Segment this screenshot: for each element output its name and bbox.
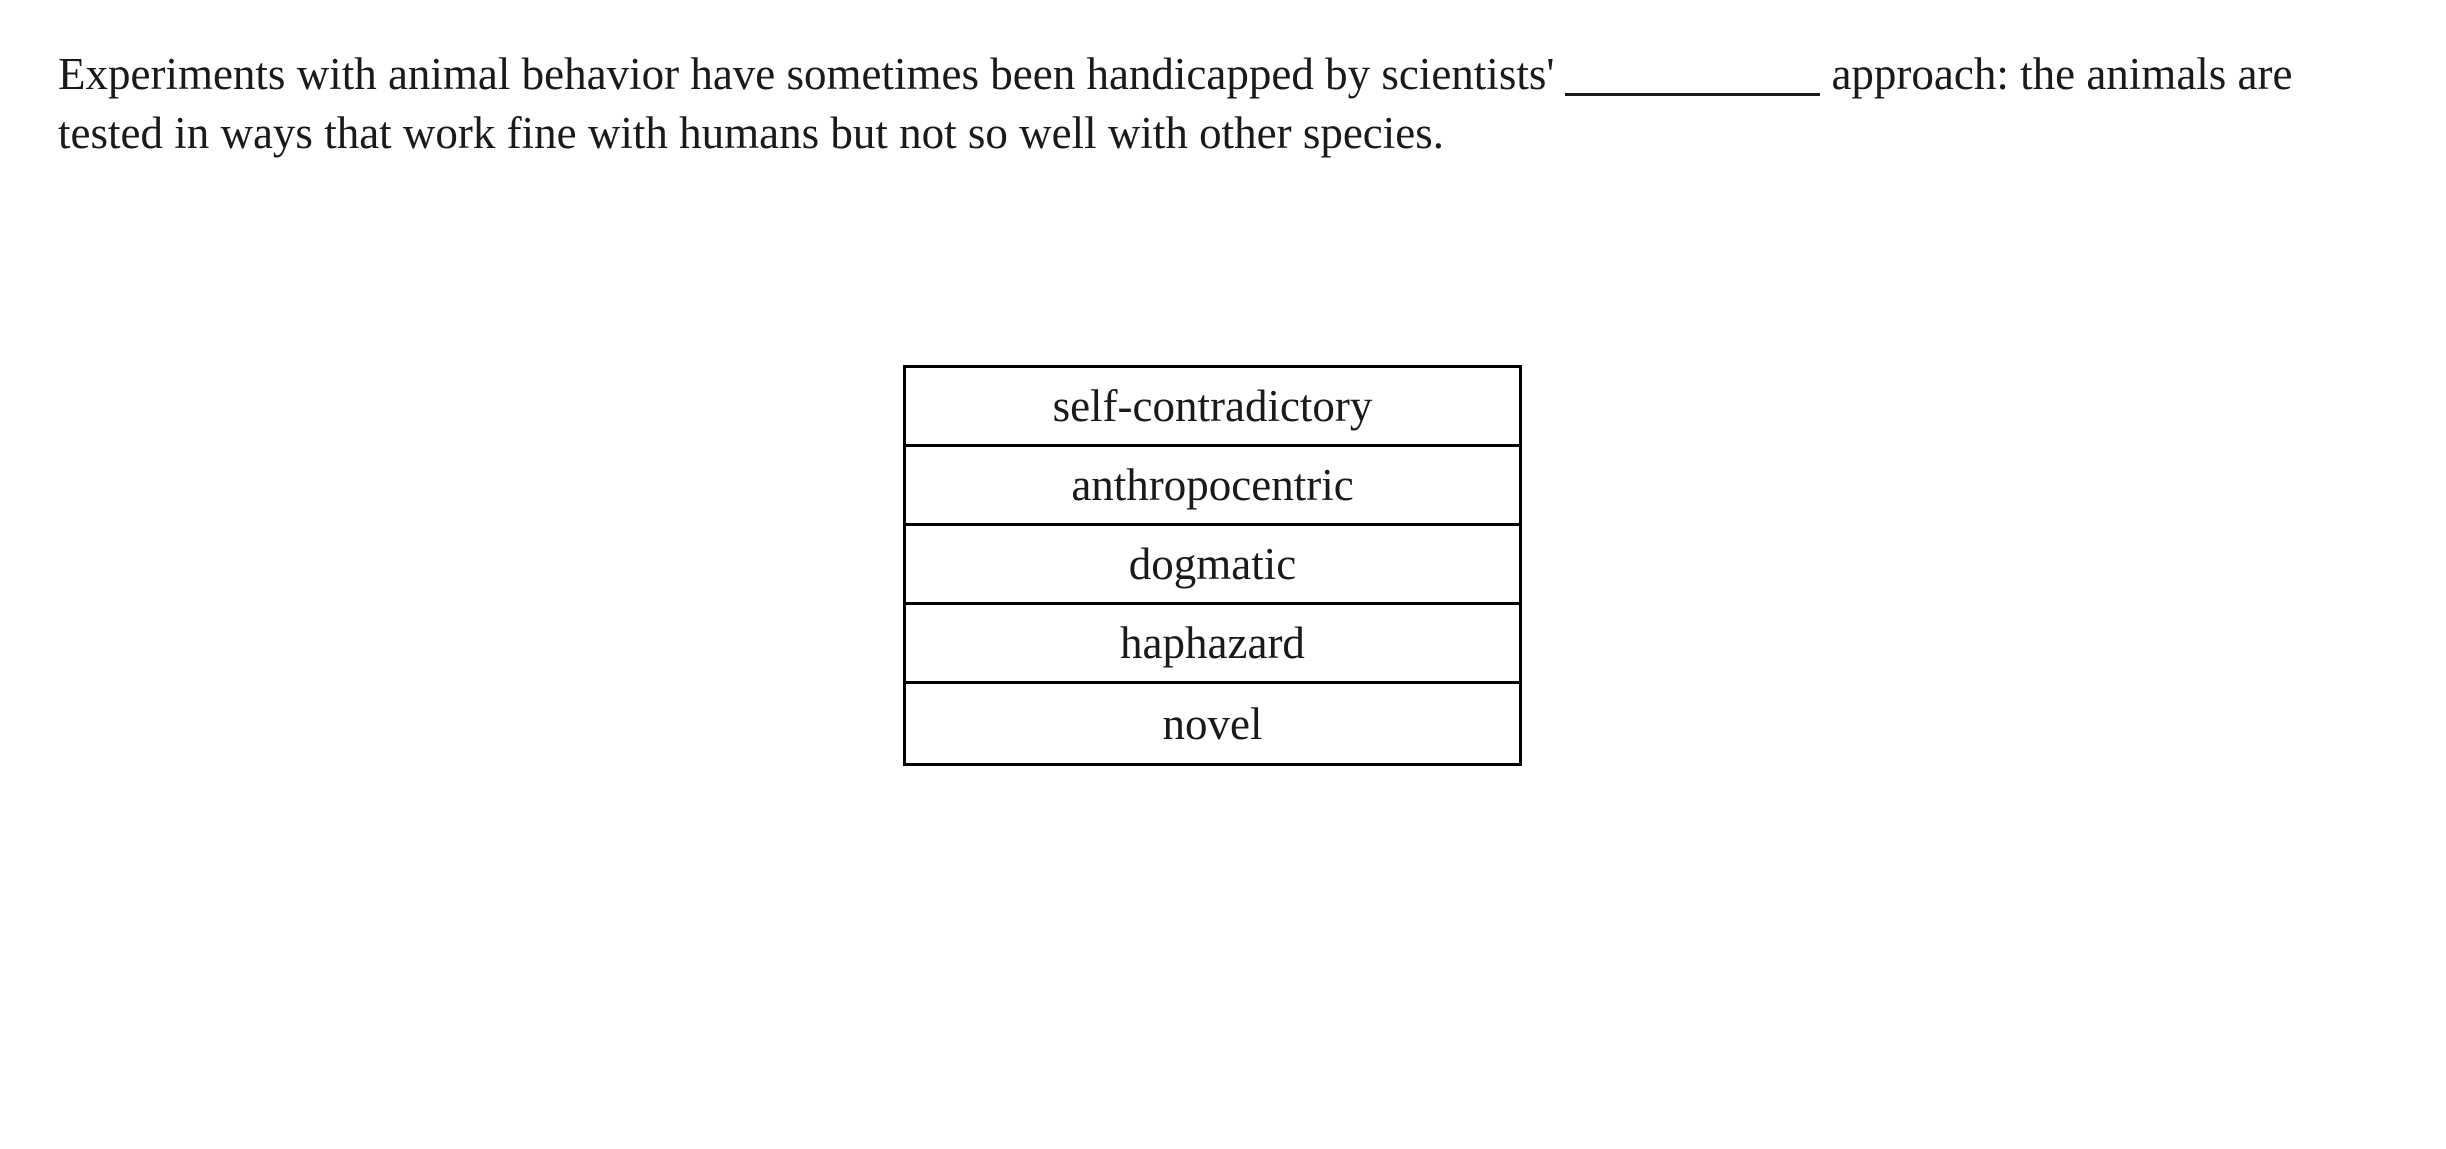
answer-choice-row[interactable]	[906, 447, 1519, 526]
answer-choice-label: dogmatic	[1128, 539, 1297, 589]
answer-choice-row[interactable]	[906, 526, 1519, 605]
answer-choice-label: haphazard	[1120, 618, 1305, 668]
answer-choices-table	[903, 365, 1522, 766]
answer-choice-row[interactable]	[906, 368, 1519, 447]
answer-choice-label: anthropocentric	[1071, 460, 1354, 510]
answer-blank	[1565, 66, 1820, 96]
answer-choice-row[interactable]	[906, 605, 1519, 684]
question-text-after-blank: approach: the animals are tested in ways that work fine with humans but not so well with other species.	[58, 49, 2293, 158]
answer-choice-label: novel	[1162, 698, 1263, 749]
question-text-before-blank: Experiments with animal behavior have sometimes been handicapped by scientists'	[58, 49, 1555, 99]
question-text	[58, 45, 2348, 163]
answer-choice-label: self-contradictory	[1052, 381, 1373, 431]
answer-choice-row[interactable]	[906, 684, 1519, 763]
